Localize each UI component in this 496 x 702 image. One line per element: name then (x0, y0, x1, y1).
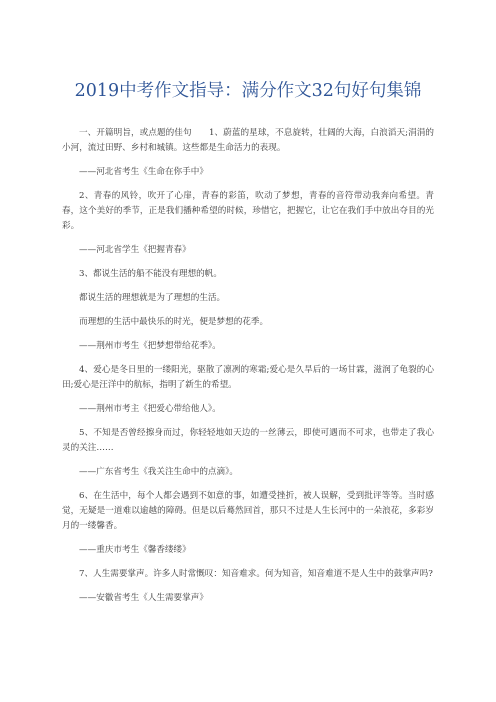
attribution: ——荆州市考生《把梦想带给花季》。 (79, 341, 221, 351)
attribution: ——广东省考生《我关注生命中的点滴》。 (79, 467, 238, 477)
paragraph: 一、开篇明旨，或点题的佳句 1、蔚蓝的星球，不息旋转，壮阔的大海，白浪滔天;涓涓的小河，流过田野、乡村和城镇。这些都是生命活力的表现。 (62, 128, 434, 153)
attribution: ——河北省考生《生命在你手中》 (79, 167, 208, 177)
attribution: ——安徽省考生《人生需要掌声》 (79, 593, 208, 603)
attribution: ——重庆市考生《馨香缕缕》 (79, 545, 191, 555)
paragraph: 而理想的生活中最快乐的时光，便是梦想的花季。 (79, 317, 269, 327)
paragraph: 4、爱心是冬日里的一缕阳光，驱散了凛冽的寒霜;爱心是久旱后的一场甘霖，滋润了龟裂的心田;爱心是汪洋中的航标，指明了新生的希望。 (62, 365, 434, 390)
attribution: ——荆州市考主《把爱心带给他人》。 (79, 404, 221, 414)
paragraph: 都说生活的理想就是为了理想的生活。 (79, 293, 226, 303)
paragraph: 7、人生需要掌声。许多人时常慨叹：知音难求。何为知音，知音难道不是人生中的鼓掌声吗? (79, 569, 433, 579)
paragraph: 5、不知是否曾经擦身而过，你轻轻地如天边的一丝薄云，即使可遇而不可求，也带走了我心灵的关注…… (62, 428, 434, 453)
document-title: 2019中考作文指导：满分作文32句好句集锦 (74, 81, 422, 101)
paragraph: 6、在生活中，每个人都会遇到不如意的事，如遭受挫折，被人误解，受到批评等等。当时感觉，无疑是一道难以逾越的障碍。但是以后蓦然回首，那只不过是人生长河中的一朵浪花，多彩岁月的一缕馨香。 (62, 491, 434, 531)
attribution: ——河北省学生《把握青春》 (79, 245, 191, 255)
paragraph: 3、都说生活的船不能没有理想的帆。 (79, 269, 222, 279)
paragraph: 2、青春的风铃，吹开了心扉，青春的彩笛，吹动了梦想，青春的音符带动我奔向希望。青春，这个美好的季节，正是我们播种希望的时候，珍惜它，把握它，让它在我们手中放出夺目的光彩。 (62, 191, 434, 231)
